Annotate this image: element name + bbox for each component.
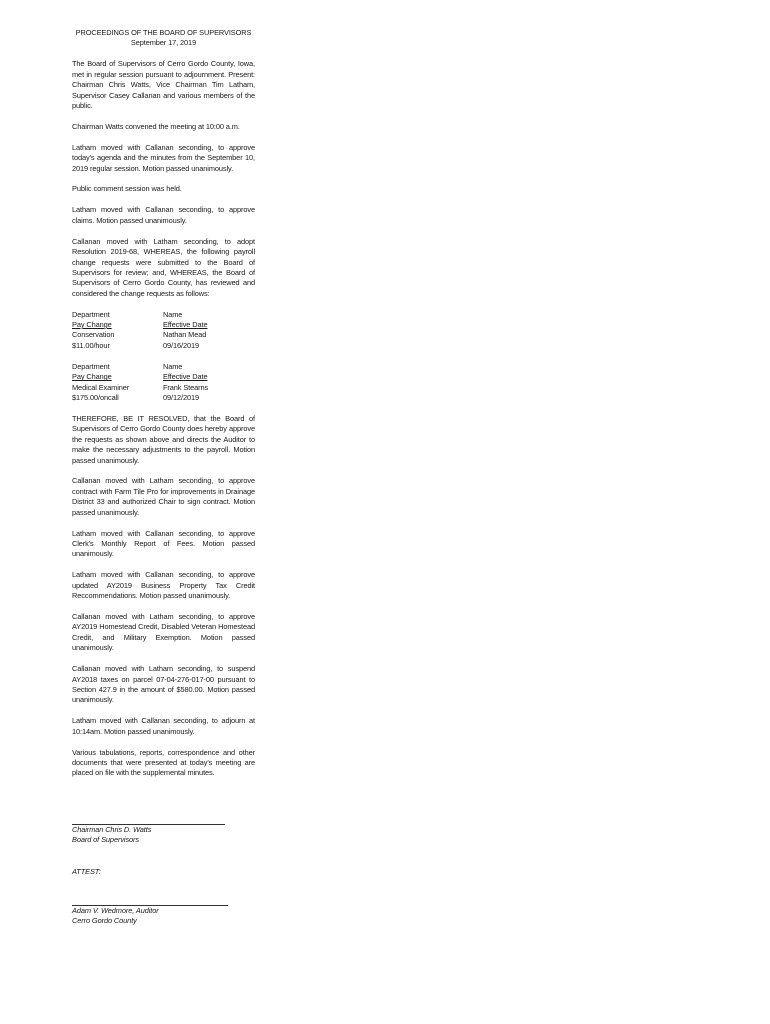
document-title: PROCEEDINGS OF THE BOARD OF SUPERVISORS bbox=[75, 28, 252, 37]
paragraph-tax-credit: Latham moved with Callanan seconding, to approve updated AY2019 Business Property Tax Credit Reccommendations. Motion passed unanimously. bbox=[72, 570, 255, 601]
paragraph-resolution: Callanan moved with Latham seconding, to adopt Resolution 2019-68, WHEREAS, the following payroll change requests were submitted to the Board of Supervisors for review; and, WHEREAS, the Board of Supervisors of Cerro Gordo County, has reviewed and considered the change requests as follows: bbox=[72, 236, 255, 298]
auditor-name: Adam V. Wedmore, Auditor bbox=[72, 905, 159, 915]
table-cell: Nathan Mead bbox=[163, 330, 207, 340]
paragraph-claims: Latham moved with Callanan seconding, to approve claims. Motion passed unanimously. bbox=[72, 205, 255, 225]
paragraph-convened: Chairman Watts convened the meeting at 10:00 a.m. bbox=[72, 121, 240, 131]
table-cell: Name bbox=[163, 309, 183, 319]
table-cell: $175.00/oncall bbox=[72, 392, 119, 402]
paragraph-drainage-contract: Callanan moved with Latham seconding, to approve contract with Farm Tile Pro for improvements in Drainage District 33 and authorized Chair to sign contract. Motion passed unanimously. bbox=[72, 476, 255, 517]
table-cell: Pay Change bbox=[72, 320, 112, 330]
chair-name: Chairman Chris D. Watts bbox=[72, 824, 152, 834]
table-cell: Conservation bbox=[72, 330, 115, 340]
table-cell: Department bbox=[72, 309, 110, 319]
table-cell: Name bbox=[163, 361, 183, 371]
table-cell: Effective Date bbox=[163, 320, 208, 330]
table-cell: Effective Date bbox=[163, 372, 208, 382]
chair-title: Board of Supervisors bbox=[72, 835, 140, 845]
minutes-column bbox=[72, 28, 255, 927]
table-cell: Department bbox=[72, 361, 110, 371]
payroll-change-table-1 bbox=[72, 310, 255, 352]
paragraph-attendance: The Board of Supervisors of Cerro Gordo County, Iowa, met in regular session pursuant to adjournment. Present: Chairman Chris Watts, Vice Chairman Tim Latham, Supervisor Casey Callanan and various members of the public. bbox=[72, 59, 255, 110]
table-cell: 09/16/2019 bbox=[163, 340, 199, 350]
payroll-change-table-2 bbox=[72, 362, 255, 404]
meeting-date: September 17, 2019 bbox=[130, 38, 197, 48]
paragraph-adjourn: Latham moved with Callanan seconding, to adjourn at 10:14am. Motion passed unanimously. bbox=[72, 716, 255, 736]
paragraph-suspend-taxes: Callanan moved with Latham seconding, to suspend AY2018 taxes on parcel 07-04-276-017-00 pursuant to Section 427.9 in the amount of $580.00. Motion passed unanimously. bbox=[72, 664, 255, 705]
document-header bbox=[72, 28, 255, 49]
paragraph-supplemental: Various tabulations, reports, correspondence and other documents that were presented at today's meeting are placed on file with the supplemental minutes. bbox=[72, 747, 255, 778]
table-cell: Frank Stearns bbox=[163, 382, 209, 392]
attest-label: ATTEST: bbox=[72, 866, 101, 876]
table-cell: $11.00/hour bbox=[72, 340, 110, 350]
paragraph-homestead-credit: Callanan moved with Latham seconding, to approve AY2019 Homestead Credit, Disabled Veteran Homestead Credit, and Military Exemption. Motion passed unanimously. bbox=[72, 611, 255, 653]
table-cell: Pay Change bbox=[72, 372, 112, 382]
paragraph-agenda: Latham moved with Callanan seconding, to approve today's agenda and the minutes from the September 10, 2019 regular session. Motion passed unanimously. bbox=[72, 142, 255, 173]
paragraph-public-comment: Public comment session was held. bbox=[72, 184, 182, 194]
auditor-title: Cerro Gordo County bbox=[72, 916, 137, 926]
paragraph-clerk-report: Latham moved with Callanan seconding, to approve Clerk's Monthly Report of Fees. Motion passed unanimously. bbox=[72, 528, 255, 559]
table-cell: Medical Examiner bbox=[72, 382, 130, 392]
table-cell: 09/12/2019 bbox=[163, 392, 199, 402]
paragraph-therefore: THEREFORE, BE IT RESOLVED, that the Board of Supervisors of Cerro Gordo County does hereby approve the requests as shown above and directs the Auditor to make the necessary adjustments to the payroll. Motion passed unanimously. bbox=[72, 413, 255, 465]
